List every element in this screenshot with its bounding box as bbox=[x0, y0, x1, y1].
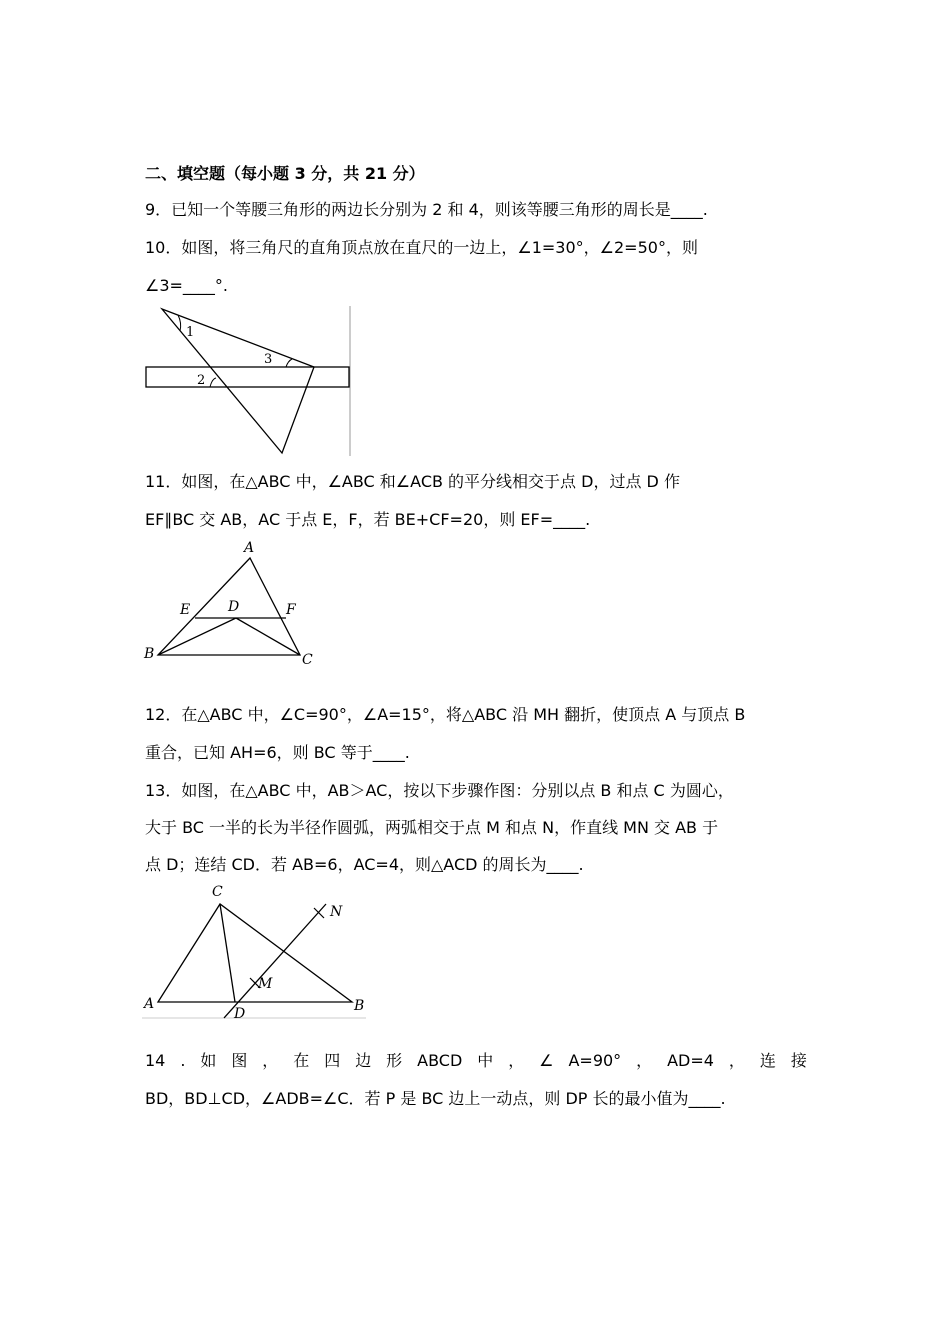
q14-token: 四 bbox=[324, 1051, 341, 1070]
q14-token: ， bbox=[508, 1051, 525, 1070]
point-label-n: N bbox=[330, 904, 343, 920]
angle-label-3: 3 bbox=[264, 352, 273, 367]
question-14-line2: BD，BD⊥CD，∠ADB=∠C．若 P 是 BC 边上一动点，则 DP 长的最小值为____. bbox=[145, 1089, 726, 1108]
angle3-arc bbox=[286, 359, 292, 367]
q14-token: ABCD bbox=[417, 1051, 463, 1070]
point-label-a: A bbox=[244, 540, 255, 556]
q14-token: A=90° bbox=[568, 1051, 622, 1070]
question-14-line1 bbox=[145, 1051, 807, 1071]
q14-token: ， bbox=[262, 1051, 279, 1070]
question-12-line2: 重合，已知 AH=6，则 BC 等于____. bbox=[145, 743, 410, 762]
set-square-triangle bbox=[162, 309, 314, 453]
q14-token: AD=4 bbox=[667, 1051, 714, 1070]
q14-token: 中 bbox=[477, 1051, 494, 1070]
point-label-d: D bbox=[234, 1006, 246, 1022]
q14-token: 边 bbox=[355, 1051, 372, 1070]
q14-token: 形 bbox=[386, 1051, 403, 1070]
line-mn bbox=[224, 904, 326, 1018]
angle2-arc bbox=[210, 378, 216, 387]
q14-token: 14 bbox=[145, 1051, 166, 1070]
segment-cd bbox=[220, 904, 235, 1002]
point-label-b: B bbox=[354, 998, 365, 1014]
figure-q13 bbox=[140, 882, 370, 1022]
point-label-b: B bbox=[144, 646, 155, 662]
q14-token: 接 bbox=[790, 1051, 807, 1070]
question-13-line2: 大于 BC 一半的长为半径作圆弧，两弧相交于点 M 和点 N，作直线 MN 交 AB 于 bbox=[145, 818, 719, 837]
question-9: 9．已知一个等腰三角形的两边长分别为 2 和 4，则该等腰三角形的周长是____. bbox=[145, 200, 708, 219]
question-13-line3: 点 D；连结 CD．若 AB=6，AC=4，则△ACD 的周长为____. bbox=[145, 855, 584, 874]
question-12-line1: 12．在△ABC 中，∠C=90°，∠A=15°，将△ABC 沿 MH 翻折，使顶点 A 与顶点 B bbox=[145, 705, 746, 724]
point-label-c: C bbox=[212, 884, 223, 900]
point-label-m: M bbox=[258, 976, 273, 992]
question-10-line1: 10．如图，将三角尺的直角顶点放在直尺的一边上，∠1=30°，∠2=50°，则 bbox=[145, 238, 698, 257]
angle-label-1: 1 bbox=[186, 325, 195, 340]
q14-token: . bbox=[180, 1051, 186, 1070]
q14-token: ， bbox=[728, 1051, 745, 1070]
triangle-abc bbox=[158, 904, 352, 1002]
point-label-a: A bbox=[144, 996, 155, 1012]
segment-bd bbox=[158, 618, 236, 655]
q14-token: 图 bbox=[231, 1051, 248, 1070]
question-13-line1: 13．如图，在△ABC 中，AB＞AC，按以下步骤作图：分别以点 B 和点 C 为圆心， bbox=[145, 781, 734, 800]
q14-token: ， bbox=[636, 1051, 653, 1070]
figure-q10 bbox=[140, 303, 355, 458]
q14-token: 如 bbox=[200, 1051, 217, 1070]
ruler-rect bbox=[146, 367, 349, 387]
point-label-d: D bbox=[228, 599, 240, 615]
figure-q11 bbox=[140, 538, 320, 668]
point-label-f: F bbox=[286, 602, 296, 618]
q14-token: ∠ bbox=[539, 1051, 554, 1070]
section-title: 二、填空题（每小题 3 分，共 21 分） bbox=[145, 164, 425, 183]
point-label-e: E bbox=[180, 602, 191, 618]
question-11-line1: 11．如图，在△ABC 中，∠ABC 和∠ACB 的平分线相交于点 D，过点 D 作 bbox=[145, 472, 680, 491]
question-10-line2: ∠3=____°. bbox=[145, 276, 229, 295]
angle-label-2: 2 bbox=[197, 373, 206, 388]
question-11-line2: EF∥BC 交 AB，AC 于点 E，F，若 BE+CF=20，则 EF=____. bbox=[145, 510, 591, 529]
q14-token: 在 bbox=[293, 1051, 310, 1070]
point-label-c: C bbox=[302, 652, 313, 668]
q14-token: 连 bbox=[759, 1051, 776, 1070]
